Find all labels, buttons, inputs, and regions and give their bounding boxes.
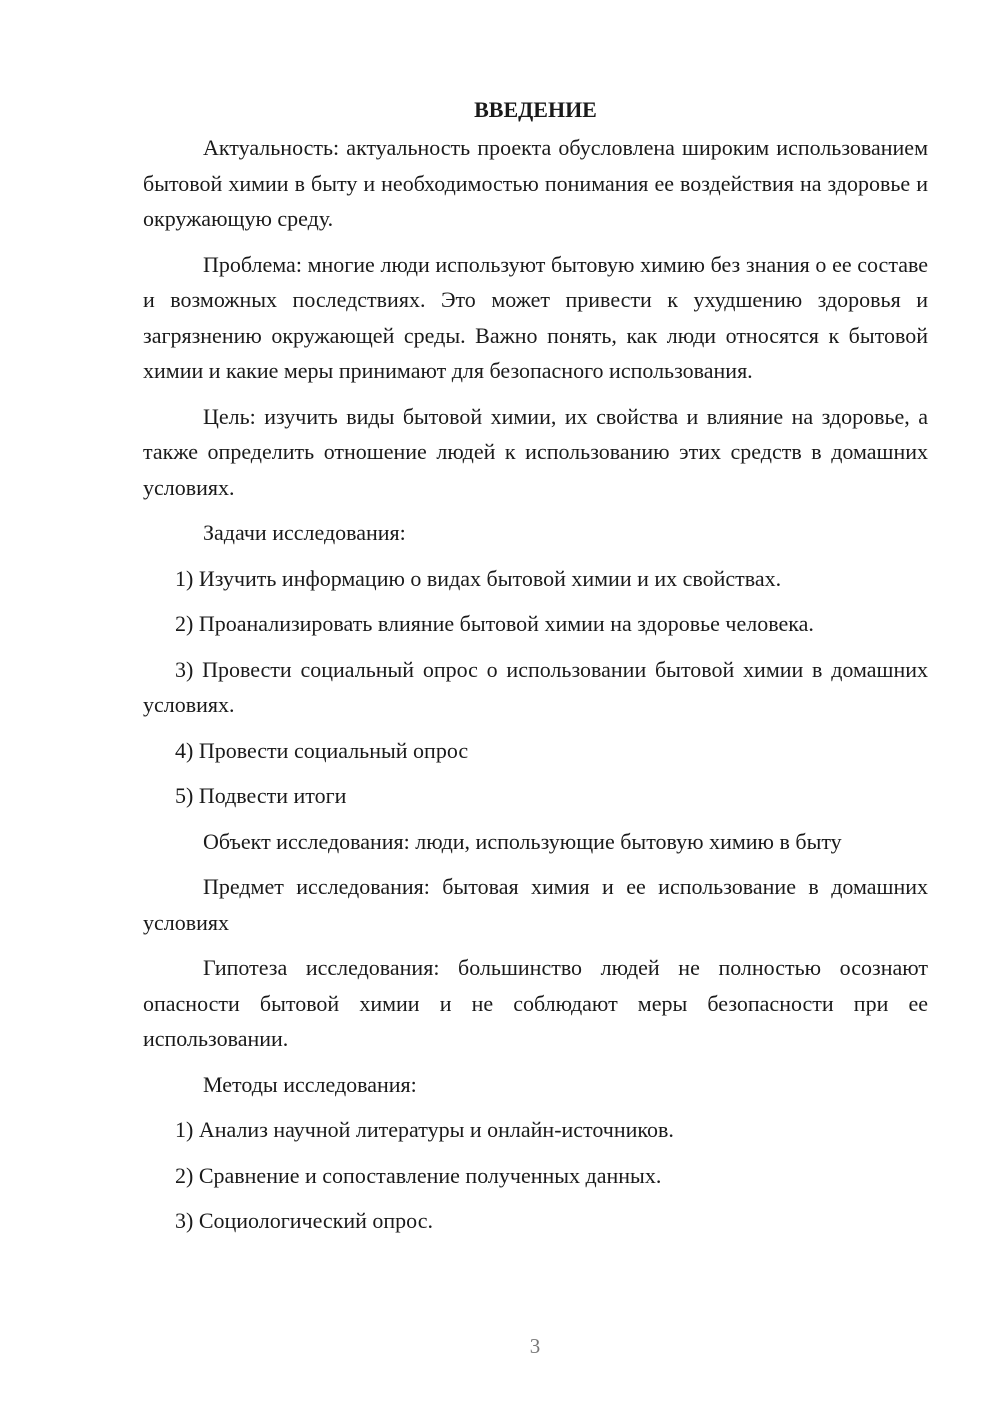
goal-paragraph: Цель: изучить виды бытовой химии, их свойства и влияние на здоровье, а также определить отношение людей к использованию этих средств в домашних условиях.	[143, 403, 928, 500]
method-item-1: 1) Анализ научной литературы и онлайн-источников.	[175, 1117, 674, 1142]
page-number: 3	[529, 1334, 541, 1358]
section-title: ВВЕДЕНИЕ	[474, 97, 597, 122]
hypothesis-paragraph: Гипотеза исследования: большинство людей не полностью осознают опасности бытовой химии и не соблюдают меры безопасности при ее использовании.	[143, 955, 928, 1051]
subject-paragraph: Предмет исследования: бытовая химия и ее использование в домашних условиях	[143, 874, 928, 935]
task-item-5: 5) Подвести итоги	[175, 783, 347, 808]
problem-paragraph: Проблема: многие люди используют бытовую химию без знания о ее составе и возможных последствиях. Это может привести к ухудшению здоровья и загрязнению окружающей среды. Важно понять, как люди относятся к бытовой химии и какие меры принимают для безопасного использования.	[143, 251, 928, 383]
method-item-3: 3) Социологический опрос.	[175, 1208, 433, 1233]
page-content	[143, 92, 928, 1249]
task-item-1: 1) Изучить информацию о видах бытовой химии и их свойствах.	[175, 565, 782, 591]
relevance-paragraph: Актуальность: актуальность проекта обусловлена широким использованием бытовой химии в быту и необходимостью понимания ее воздействия на здоровье и окружающую среду.	[143, 135, 928, 231]
task-item-2: 2) Проанализировать влияние бытовой химии на здоровье человека.	[175, 611, 814, 636]
task-item-4: 4) Провести социальный опрос	[175, 737, 469, 763]
methods-heading: Методы исследования:	[203, 1071, 417, 1097]
object-paragraph: Объект исследования: люди, использующие бытовую химию в быту	[203, 828, 842, 854]
task-item-3: 3) Провести социальный опрос о использовании бытовой химии в домашних условиях.	[143, 656, 928, 717]
method-item-2: 2) Сравнение и сопоставление полученных данных.	[175, 1162, 662, 1188]
tasks-heading: Задачи исследования:	[203, 520, 406, 545]
